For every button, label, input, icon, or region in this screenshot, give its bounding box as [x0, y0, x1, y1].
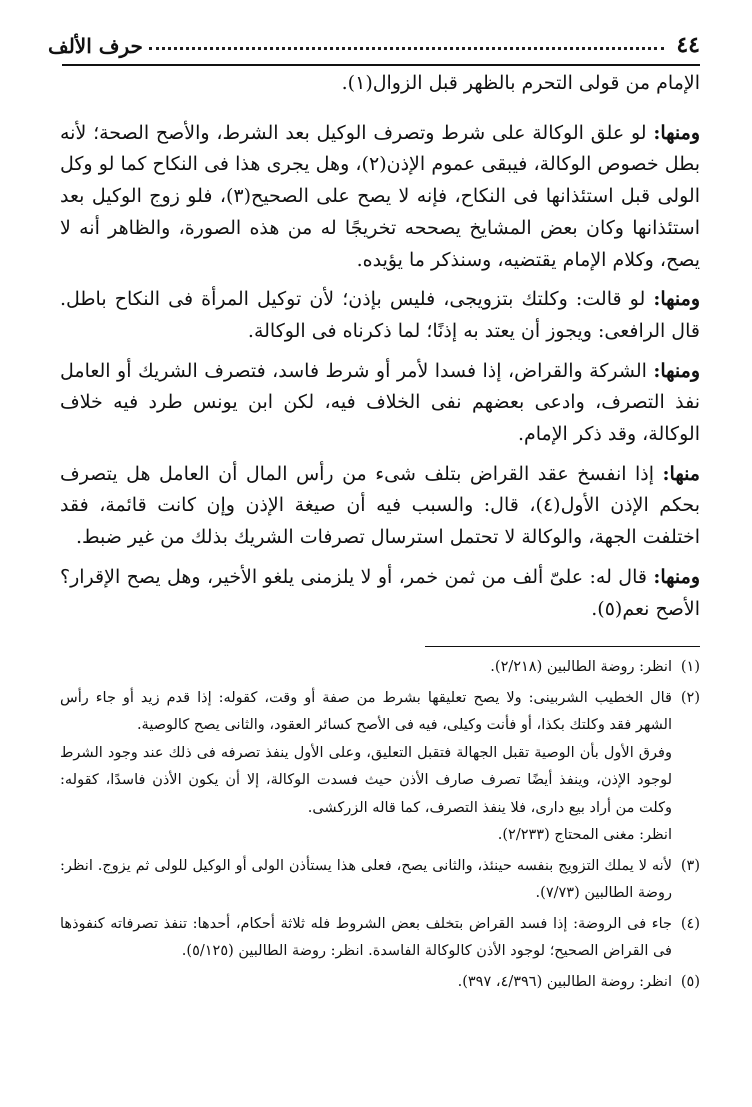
paragraph-1 [60, 118, 700, 277]
paragraph-text: الشركة والقراض، إذا فسدا لأمر أو شرط فاسد، فتصرف الشريك أو العامل نفذ التصرف، وادعى بعضهم نفى الخلاف فيه، لكن ابن يونس طرد فيه خلاف الوكالة، وقد ذكر الإمام. [60, 359, 700, 446]
paragraph-text: لو علق الوكالة على شرط وتصرف الوكيل بعد الشرط، والأصح الصحة؛ لأنه بطل خصوص الوكالة، فيبقى عموم الإذن(٢)، وهل يجرى هذا فى النكاح كما لو وكل الولى قبل استئذانها فى النكاح، فإنه لا يصح على الصحيح(٣)، فلو زوج الوكيل بعد استئذانها وكان بعض المشايخ يصححه تخريجًا له من هذه الصورة، والظاهر أنه لا يصح، وكلام الإمام يقتضيه، وسنذكر ما يؤيده. [60, 121, 700, 271]
paragraph-lead: ومنها: [653, 121, 700, 144]
footnote-number: (١) [680, 659, 700, 675]
footnote-text: انظر: مغنى المحتاج (٢/٢٣٣). [497, 827, 672, 843]
paragraph-text: الإمام من قولى التحرم بالظهر قبل الزوال(١). [341, 72, 700, 94]
paragraph-lead: ومنها: [653, 288, 700, 311]
paragraph-lead: منها: [662, 462, 700, 485]
footnote-1 [60, 654, 700, 682]
footnote-text: انظر: روضة الطالبين (٢/٢١٨). [490, 659, 672, 675]
paragraph-text: إذا انفسخ عقد القراض بتلف شىء من رأس المال أن العامل هل يتصرف بحكم الإذن الأول(٤)، قال: والسبب فيه أن صيغة الإذن وإن كانت قائمة، فقد اختلفت الجهة، والوكالة لا تحتمل استرسال تصرفات الشريك بذلك من غير ضبط. [60, 462, 700, 549]
footnote-text: انظر: روضة الطالبين (٤/٣٩٦، ٣٩٧). [457, 973, 672, 990]
chapter-title: حرف الألف [48, 34, 143, 58]
paragraph-text: لو قالت: وكلتك بتزويجى، فليس بإذن؛ لأن توكيل المرأة فى النكاح باطل. قال الرافعى: ويجوز أن يعتد به إذنًا؛ لما ذكرناه فى الوكالة. [60, 288, 700, 342]
footnote-2 [60, 685, 700, 850]
footnote-text: وفرق الأول بأن الوصية تقبل الجهالة فتقبل التعليق، وعلى الأول ينفذ تصرفه فى ذلك عند وجود الشرط لوجود الإذن، وينفذ أيضًا تصرف صارف الأذن حيث فسدت الوكالة، إلا أن يكون الأذن فاسدًا، كقوله: وكلت من أراد بيع دارى، فلا ينفذ التصرف، كما قاله الزركشى. [60, 744, 672, 816]
page-number: ٤٤ [676, 32, 700, 58]
footnote-number: (٢) [680, 689, 700, 706]
header-leader-dots [149, 46, 665, 50]
footnote-number: (٤) [680, 915, 700, 932]
footnote-number: (٣) [680, 857, 700, 874]
paragraph-2 [60, 284, 700, 347]
footnote-4 [60, 911, 700, 966]
paragraph-0 [60, 68, 700, 100]
footnote-text: جاء فى الروضة: إذا فسد القراض بتخلف بعض الشروط فله ثلاثة أحكام، أحدها: تنفذ تصرفاته كنفوذها فى القراض الصحيح؛ لوجود الأذن كالوكالة الفاسدة. انظر: روضة الطالبين (٥/١٢٥). [60, 915, 672, 959]
main-text [60, 68, 700, 633]
running-header [48, 18, 700, 58]
footnotes [60, 654, 700, 999]
footnote-text: لأنه لا يملك التزويج بنفسه حينئذ، والثانى يصح، فعلى هذا يستأذن الولى أو الوكيل للولى ثم يزوج. انظر: روضة الطالبين (٧/٧٣). [60, 857, 672, 901]
paragraph-5 [60, 562, 700, 625]
paragraph-lead: ومنها: [653, 359, 700, 382]
paragraph-4 [60, 459, 700, 554]
footnote-separator [425, 646, 700, 647]
paragraph-text: قال له: علىّ ألف من ثمن خمر، أو لا يلزمنى يلغو الأخير، وهل يصح الإقرار؟ الأصح نعم(٥). [60, 565, 700, 620]
paragraph-lead: ومنها: [653, 565, 700, 588]
footnote-3 [60, 853, 700, 908]
footnote-5 [60, 969, 700, 997]
paragraph-3 [60, 356, 700, 451]
footnote-number: (٥) [680, 973, 700, 990]
header-rule [62, 64, 700, 66]
footnote-text: قال الخطيب الشربينى: ولا يصح تعليقها بشرط من صفة أو وقت، كقوله: إذا قدم زيد أو جاء رأس الشهر فقد وكلتك بكذا، أو فأنت وكيلى، فيه فى الأصح كسائر العقود، والثانى يصح كالوصية. [60, 689, 672, 733]
